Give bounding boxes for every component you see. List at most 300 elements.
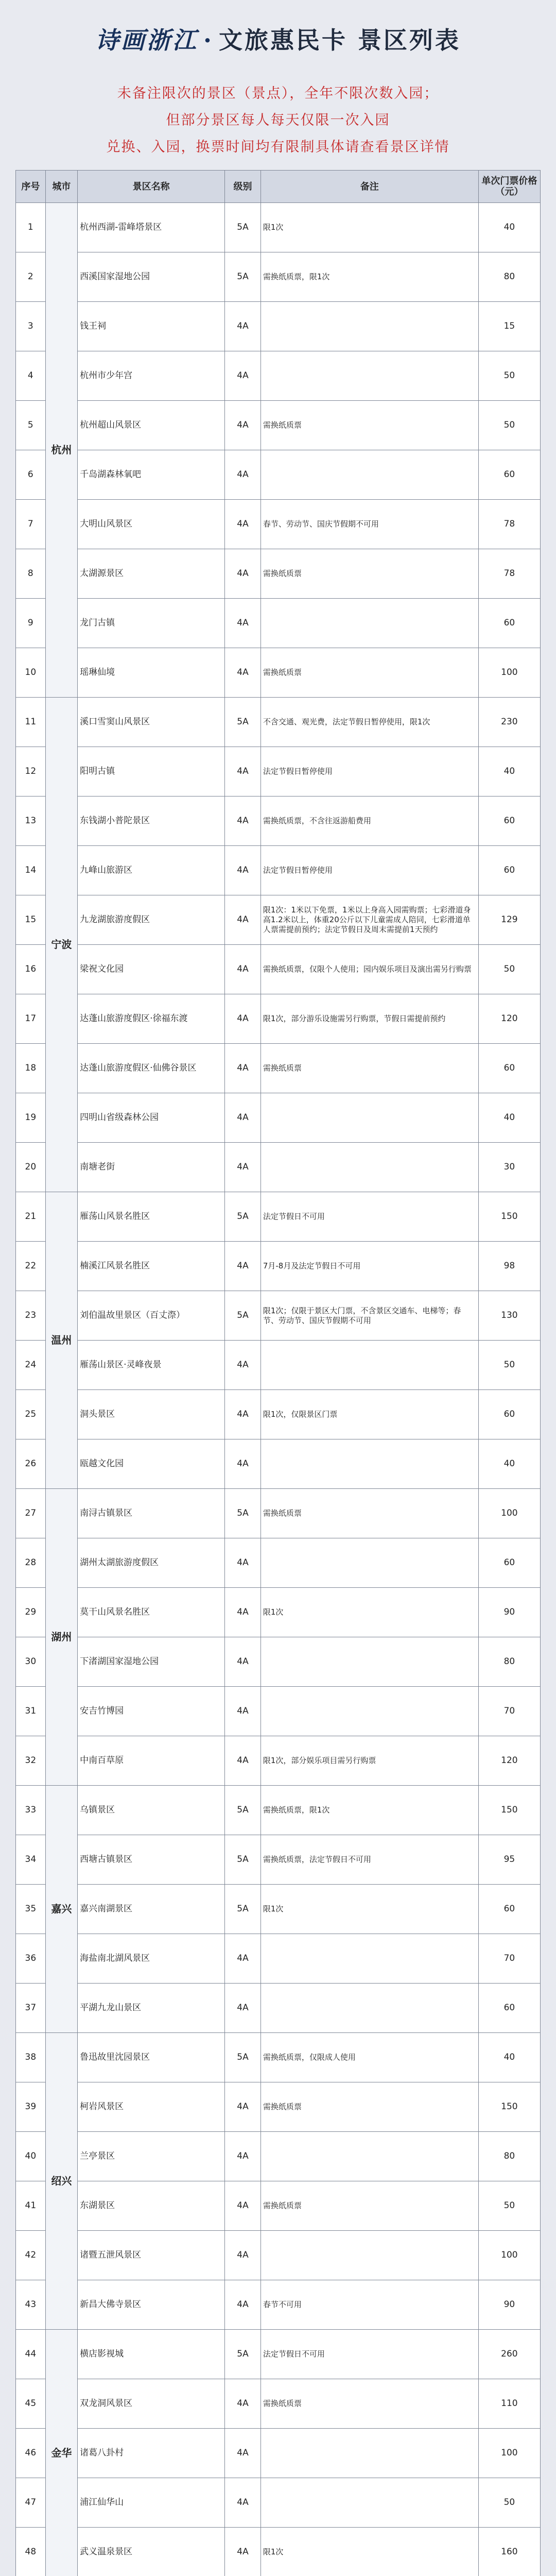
cell-no: 24 <box>16 1341 46 1390</box>
cell-name: 西溪国家湿地公园 <box>78 252 225 302</box>
cell-rule: 需换纸质票 <box>260 2379 478 2429</box>
cell-name: 四明山省级森林公园 <box>78 1093 225 1143</box>
cell-rule: 法定节假日不可用 <box>260 1192 478 1242</box>
cell-price: 40 <box>478 2033 540 2082</box>
cell-price: 95 <box>478 1835 540 1885</box>
cell-level: 5A <box>225 1835 261 1885</box>
cell-rule: 限1次：1米以下免票，1米以上身高入园需购票；七彩滑道身高1.2米以上，体重20公斤以下儿童需成人陪同，七彩滑道单人票需提前预约；法定节假日及周末需提前1天预约 <box>260 895 478 945</box>
table-row <box>16 1835 541 1885</box>
cell-rule <box>260 302 478 351</box>
cell-name: 嘉兴南湖景区 <box>78 1885 225 1934</box>
cell-level: 4A <box>225 1390 261 1439</box>
cell-price: 40 <box>478 1093 540 1143</box>
table-row <box>16 351 541 401</box>
cell-price: 60 <box>478 1984 540 2033</box>
cell-price: 60 <box>478 1538 540 1588</box>
cell-no: 26 <box>16 1439 46 1489</box>
cell-no: 23 <box>16 1291 46 1341</box>
cell-name: 刘伯温故里景区（百丈漈） <box>78 1291 225 1341</box>
cell-level: 5A <box>225 203 261 252</box>
title-text: 文旅惠民卡 景区列表 <box>219 26 461 54</box>
cell-price: 100 <box>478 1489 540 1538</box>
cell-level: 4A <box>225 1736 261 1786</box>
cell-name: 达蓬山旅游度假区·仙佛谷景区 <box>78 1044 225 1093</box>
cell-no: 36 <box>16 1934 46 1984</box>
cell-no: 45 <box>16 2379 46 2429</box>
cell-no: 42 <box>16 2231 46 2280</box>
cell-level: 4A <box>225 994 261 1044</box>
col-header-level: 级别 <box>225 171 261 203</box>
table-row <box>16 549 541 599</box>
cell-price: 160 <box>478 2528 540 2576</box>
col-header-name: 景区名称 <box>78 171 225 203</box>
cell-rule <box>260 2132 478 2181</box>
cell-name: 柯岩风景区 <box>78 2082 225 2132</box>
cell-rule: 需换纸质票，仅限个人使用；园内娱乐项目及演出需另行购票 <box>260 945 478 994</box>
cell-price: 60 <box>478 1885 540 1934</box>
cell-level: 4A <box>225 796 261 846</box>
cell-level: 4A <box>225 2379 261 2429</box>
cell-price: 150 <box>478 1786 540 1835</box>
cell-no: 28 <box>16 1538 46 1588</box>
cell-level: 4A <box>225 2132 261 2181</box>
cell-price: 90 <box>478 1588 540 1637</box>
cell-no: 48 <box>16 2528 46 2576</box>
cell-no: 15 <box>16 895 46 945</box>
cell-level: 4A <box>225 2082 261 2132</box>
cell-level: 4A <box>225 500 261 549</box>
cell-no: 20 <box>16 1143 46 1192</box>
cell-name: 双龙洞风景区 <box>78 2379 225 2429</box>
cell-rule <box>260 2429 478 2478</box>
table-row <box>16 252 541 302</box>
table-row <box>16 2132 541 2181</box>
cell-level: 4A <box>225 846 261 895</box>
col-header-no: 序号 <box>16 171 46 203</box>
cell-name: 杭州西湖-雷峰塔景区 <box>78 203 225 252</box>
cell-level: 4A <box>225 2231 261 2280</box>
cell-level: 4A <box>225 1143 261 1192</box>
table-row <box>16 1390 541 1439</box>
cell-name: 平湖九龙山景区 <box>78 1984 225 2033</box>
cell-no: 44 <box>16 2330 46 2379</box>
cell-name: 下渚湖国家湿地公园 <box>78 1637 225 1687</box>
table-row <box>16 2280 541 2330</box>
table-row <box>16 2231 541 2280</box>
cell-name: 大明山风景区 <box>78 500 225 549</box>
cell-no: 13 <box>16 796 46 846</box>
cell-no: 14 <box>16 846 46 895</box>
cell-rule: 限1次，部分娱乐项目需另行购票 <box>260 1736 478 1786</box>
table-row <box>16 698 541 747</box>
cell-no: 35 <box>16 1885 46 1934</box>
cell-name: 九龙湖旅游度假区 <box>78 895 225 945</box>
cell-rule <box>260 1687 478 1736</box>
cell-price: 100 <box>478 2231 540 2280</box>
cell-no: 38 <box>16 2033 46 2082</box>
cell-level: 5A <box>225 1885 261 1934</box>
cell-rule <box>260 1439 478 1489</box>
table-row <box>16 1786 541 1835</box>
cell-price: 78 <box>478 549 540 599</box>
table-row <box>16 895 541 945</box>
table-row <box>16 500 541 549</box>
cell-name: 诸葛八卦村 <box>78 2429 225 2478</box>
cell-price: 60 <box>478 1044 540 1093</box>
cell-name: 达蓬山旅游度假区·徐福东渡 <box>78 994 225 1044</box>
cell-name: 杭州超山风景区 <box>78 401 225 450</box>
cell-rule: 需换纸质票，限1次 <box>260 1786 478 1835</box>
cell-rule: 限1次 <box>260 1588 478 1637</box>
cell-rule: 限1次 <box>260 1885 478 1934</box>
cell-price: 150 <box>478 1192 540 1242</box>
cell-rule <box>260 450 478 500</box>
cell-price: 60 <box>478 796 540 846</box>
cell-name: 莫干山风景名胜区 <box>78 1588 225 1637</box>
cell-level: 5A <box>225 698 261 747</box>
cell-level: 4A <box>225 1044 261 1093</box>
cell-name: 西塘古镇景区 <box>78 1835 225 1885</box>
cell-no: 5 <box>16 401 46 450</box>
cell-price: 60 <box>478 846 540 895</box>
cell-no: 47 <box>16 2478 46 2528</box>
cell-name: 瑶琳仙境 <box>78 648 225 698</box>
cell-rule: 限1次，仅限景区门票 <box>260 1390 478 1439</box>
cell-level: 4A <box>225 302 261 351</box>
table-row <box>16 2033 541 2082</box>
cell-price: 60 <box>478 599 540 648</box>
cell-level: 5A <box>225 2033 261 2082</box>
cell-rule: 限1次；仅限于景区大门票，不含景区交通车、电梯等；春节、劳动节、国庆节假期不可用 <box>260 1291 478 1341</box>
cell-price: 78 <box>478 500 540 549</box>
cell-price: 50 <box>478 2478 540 2528</box>
cell-rule: 需换纸质票，不含往返游船费用 <box>260 796 478 846</box>
cell-level: 4A <box>225 747 261 796</box>
table-row <box>16 1934 541 1984</box>
cell-no: 4 <box>16 351 46 401</box>
cell-name: 诸暨五泄风景区 <box>78 2231 225 2280</box>
page-title <box>95 22 461 56</box>
col-header-rule: 备注 <box>260 171 478 203</box>
notice-line: 未备注限次的景区（景点），全年不限次数入园； <box>117 86 439 101</box>
table-row <box>16 846 541 895</box>
cell-name: 瓯越文化园 <box>78 1439 225 1489</box>
cell-level: 4A <box>225 2181 261 2231</box>
cell-price: 60 <box>478 1390 540 1439</box>
cell-level: 4A <box>225 2280 261 2330</box>
cell-level: 4A <box>225 648 261 698</box>
cell-rule <box>260 1637 478 1687</box>
cell-rule: 需换纸质票，仅限成人使用 <box>260 2033 478 2082</box>
table-header-row <box>16 171 541 203</box>
table-row <box>16 1192 541 1242</box>
table-row <box>16 945 541 994</box>
cell-level: 4A <box>225 1242 261 1291</box>
cell-price: 130 <box>478 1291 540 1341</box>
cell-name: 浦江仙华山 <box>78 2478 225 2528</box>
cell-price: 70 <box>478 1934 540 1984</box>
cell-level: 4A <box>225 2429 261 2478</box>
cell-no: 18 <box>16 1044 46 1093</box>
cell-no: 34 <box>16 1835 46 1885</box>
cell-level: 4A <box>225 401 261 450</box>
table-row <box>16 401 541 450</box>
cell-name: 太湖源景区 <box>78 549 225 599</box>
cell-level: 4A <box>225 1934 261 1984</box>
cell-rule: 需换纸质票 <box>260 1489 478 1538</box>
cell-price: 260 <box>478 2330 540 2379</box>
cell-city: 湖州 <box>45 1489 77 1786</box>
cell-name: 南塘老街 <box>78 1143 225 1192</box>
cell-rule <box>260 1093 478 1143</box>
cell-no: 16 <box>16 945 46 994</box>
cell-price: 100 <box>478 2429 540 2478</box>
cell-price: 15 <box>478 302 540 351</box>
table-row <box>16 450 541 500</box>
cell-name: 海盐南北湖风景区 <box>78 1934 225 1984</box>
brand-name: 诗画浙江 <box>95 26 198 54</box>
cell-price: 129 <box>478 895 540 945</box>
table-row <box>16 1687 541 1736</box>
cell-rule: 春节、劳动节、国庆节假期不可用 <box>260 500 478 549</box>
cell-price: 60 <box>478 450 540 500</box>
cell-price: 50 <box>478 351 540 401</box>
cell-price: 40 <box>478 747 540 796</box>
cell-price: 50 <box>478 1341 540 1390</box>
cell-level: 4A <box>225 1984 261 2033</box>
cell-name: 洞头景区 <box>78 1390 225 1439</box>
cell-rule: 需换纸质票 <box>260 401 478 450</box>
cell-rule <box>260 1934 478 1984</box>
table-row <box>16 1439 541 1489</box>
cell-no: 9 <box>16 599 46 648</box>
cell-city: 温州 <box>45 1192 77 1489</box>
cell-level: 4A <box>225 1439 261 1489</box>
table-row <box>16 1637 541 1687</box>
cell-city: 杭州 <box>45 203 77 698</box>
cell-rule: 限1次 <box>260 203 478 252</box>
cell-rule <box>260 599 478 648</box>
cell-price: 120 <box>478 1736 540 1786</box>
cell-no: 6 <box>16 450 46 500</box>
cell-level: 4A <box>225 945 261 994</box>
cell-name: 千岛湖森林氧吧 <box>78 450 225 500</box>
cell-no: 40 <box>16 2132 46 2181</box>
table-row <box>16 747 541 796</box>
cell-price: 30 <box>478 1143 540 1192</box>
cell-price: 120 <box>478 994 540 1044</box>
cell-level: 4A <box>225 450 261 500</box>
cell-price: 98 <box>478 1242 540 1291</box>
cell-no: 22 <box>16 1242 46 1291</box>
cell-rule: 需换纸质票 <box>260 648 478 698</box>
table-row <box>16 2181 541 2231</box>
cell-level: 4A <box>225 549 261 599</box>
cell-rule: 限1次 <box>260 2528 478 2576</box>
cell-rule <box>260 2478 478 2528</box>
cell-no: 39 <box>16 2082 46 2132</box>
cell-price: 150 <box>478 2082 540 2132</box>
cell-name: 楠溪江风景名胜区 <box>78 1242 225 1291</box>
cell-no: 30 <box>16 1637 46 1687</box>
cell-no: 32 <box>16 1736 46 1786</box>
cell-rule: 需换纸质票 <box>260 549 478 599</box>
table-row <box>16 2528 541 2576</box>
cell-level: 4A <box>225 895 261 945</box>
cell-price: 50 <box>478 401 540 450</box>
cell-price: 50 <box>478 945 540 994</box>
cell-level: 4A <box>225 1687 261 1736</box>
cell-no: 43 <box>16 2280 46 2330</box>
cell-rule: 不含交通、观光费，法定节假日暂停使用，限1次 <box>260 698 478 747</box>
table-row <box>16 994 541 1044</box>
table-row <box>16 796 541 846</box>
table-row <box>16 648 541 698</box>
cell-name: 杭州市少年宫 <box>78 351 225 401</box>
cell-price: 40 <box>478 203 540 252</box>
table-row <box>16 1044 541 1093</box>
title-dot: · <box>203 26 214 54</box>
cell-no: 29 <box>16 1588 46 1637</box>
table-row <box>16 1588 541 1637</box>
cell-name: 溪口雪窦山风景区 <box>78 698 225 747</box>
cell-level: 5A <box>225 1192 261 1242</box>
cell-level: 4A <box>225 599 261 648</box>
notice <box>15 77 541 170</box>
cell-name: 中南百草原 <box>78 1736 225 1786</box>
cell-rule: 需换纸质票，法定节假日不可用 <box>260 1835 478 1885</box>
table-row <box>16 2082 541 2132</box>
scenic-table <box>15 170 541 2576</box>
cell-rule: 需换纸质票 <box>260 2181 478 2231</box>
cell-name: 雁荡山景区·灵峰夜景 <box>78 1341 225 1390</box>
table-row <box>16 302 541 351</box>
cell-name: 雁荡山风景名胜区 <box>78 1192 225 1242</box>
cell-rule <box>260 2231 478 2280</box>
cell-level: 4A <box>225 1588 261 1637</box>
cell-name: 湖州太湖旅游度假区 <box>78 1538 225 1588</box>
cell-rule: 法定节假日暂停使用 <box>260 846 478 895</box>
cell-name: 兰亭景区 <box>78 2132 225 2181</box>
page-header <box>15 0 541 77</box>
cell-price: 230 <box>478 698 540 747</box>
cell-no: 21 <box>16 1192 46 1242</box>
cell-name: 钱王祠 <box>78 302 225 351</box>
cell-price: 100 <box>478 648 540 698</box>
cell-level: 4A <box>225 1538 261 1588</box>
cell-no: 8 <box>16 549 46 599</box>
table-row <box>16 1736 541 1786</box>
cell-no: 33 <box>16 1786 46 1835</box>
cell-price: 80 <box>478 1637 540 1687</box>
cell-rule <box>260 1984 478 2033</box>
cell-price: 110 <box>478 2379 540 2429</box>
cell-city: 宁波 <box>45 698 77 1192</box>
cell-city: 嘉兴 <box>45 1786 77 2033</box>
cell-name: 梁祝文化园 <box>78 945 225 994</box>
table-row <box>16 1341 541 1390</box>
table-row <box>16 1489 541 1538</box>
cell-name: 鲁迅故里沈园景区 <box>78 2033 225 2082</box>
cell-rule: 7月-8月及法定节假日不可用 <box>260 1242 478 1291</box>
cell-level: 4A <box>225 1341 261 1390</box>
cell-rule <box>260 1143 478 1192</box>
table-row <box>16 1143 541 1192</box>
cell-no: 25 <box>16 1390 46 1439</box>
cell-level: 4A <box>225 351 261 401</box>
cell-level: 4A <box>225 1637 261 1687</box>
cell-price: 70 <box>478 1687 540 1736</box>
cell-rule <box>260 1538 478 1588</box>
cell-level: 5A <box>225 1291 261 1341</box>
cell-level: 5A <box>225 2330 261 2379</box>
cell-name: 安吉竹博园 <box>78 1687 225 1736</box>
cell-price: 80 <box>478 252 540 302</box>
cell-no: 41 <box>16 2181 46 2231</box>
notice-line: 但部分景区每人每天仅限一次入园 <box>166 112 390 128</box>
cell-rule <box>260 1341 478 1390</box>
table-body <box>16 203 541 2576</box>
cell-name: 横店影视城 <box>78 2330 225 2379</box>
cell-name: 东钱湖小普陀景区 <box>78 796 225 846</box>
cell-name: 南浔古镇景区 <box>78 1489 225 1538</box>
cell-no: 19 <box>16 1093 46 1143</box>
cell-price: 40 <box>478 1439 540 1489</box>
cell-name: 乌镇景区 <box>78 1786 225 1835</box>
cell-name: 龙门古镇 <box>78 599 225 648</box>
table-row <box>16 2478 541 2528</box>
table-row <box>16 2379 541 2429</box>
table-row <box>16 1242 541 1291</box>
cell-rule: 限1次，部分游乐设施需另行购票，节假日需提前预约 <box>260 994 478 1044</box>
col-header-city: 城市 <box>45 171 77 203</box>
table-row <box>16 599 541 648</box>
table-row <box>16 1291 541 1341</box>
cell-rule: 春节不可用 <box>260 2280 478 2330</box>
cell-no: 31 <box>16 1687 46 1736</box>
cell-no: 1 <box>16 203 46 252</box>
cell-no: 27 <box>16 1489 46 1538</box>
cell-level: 4A <box>225 1093 261 1143</box>
cell-name: 九峰山旅游区 <box>78 846 225 895</box>
cell-no: 46 <box>16 2429 46 2478</box>
cell-no: 12 <box>16 747 46 796</box>
cell-price: 90 <box>478 2280 540 2330</box>
cell-no: 10 <box>16 648 46 698</box>
table-row <box>16 1538 541 1588</box>
cell-price: 80 <box>478 2132 540 2181</box>
cell-level: 5A <box>225 1489 261 1538</box>
cell-no: 17 <box>16 994 46 1044</box>
cell-no: 11 <box>16 698 46 747</box>
cell-no: 2 <box>16 252 46 302</box>
cell-rule: 需换纸质票，限1次 <box>260 252 478 302</box>
cell-level: 4A <box>225 2528 261 2576</box>
table-row <box>16 1885 541 1934</box>
cell-city: 金华 <box>45 2330 77 2576</box>
cell-rule: 法定节假日不可用 <box>260 2330 478 2379</box>
col-header-price: 单次门票价格（元） <box>478 171 540 203</box>
cell-no: 7 <box>16 500 46 549</box>
cell-name: 新昌大佛寺景区 <box>78 2280 225 2330</box>
cell-name: 东湖景区 <box>78 2181 225 2231</box>
cell-price: 50 <box>478 2181 540 2231</box>
cell-rule: 需换纸质票 <box>260 1044 478 1093</box>
cell-rule: 需换纸质票 <box>260 2082 478 2132</box>
cell-name: 武义温泉景区 <box>78 2528 225 2576</box>
cell-rule: 法定节假日暂停使用 <box>260 747 478 796</box>
cell-name: 阳明古镇 <box>78 747 225 796</box>
